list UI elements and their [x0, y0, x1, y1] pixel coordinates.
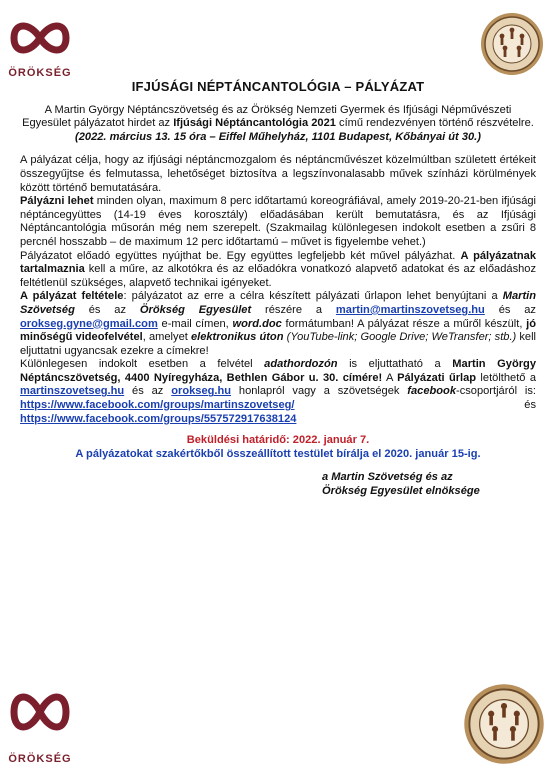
- page-title: IFJÚSÁGI NÉPTÁNCANTOLÓGIA – PÁLYÁZAT: [131, 79, 425, 94]
- conditions-text-6: formátumban! A pályázat része a műről készült,: [281, 317, 527, 330]
- conditions-label: A pályázat feltétele: [20, 290, 124, 303]
- deadline: Beküldési határidő: 2022. január 7.: [186, 434, 370, 447]
- seal-emblem-top: [480, 12, 544, 76]
- eligibility-label: Pályázni lehet: [20, 195, 94, 208]
- submission-text-4: letölthető a: [476, 371, 536, 384]
- storage-media: adathordozón: [264, 358, 338, 371]
- submission-text-3: A: [382, 371, 398, 384]
- submission-text-7: -csoportjáról is:: [456, 385, 536, 398]
- orokseg-logo-top: [8, 14, 72, 78]
- submission-text-1: Különlegesen indokolt esetben a felvétel: [20, 358, 265, 371]
- video-requirement: jó minőségű videofelvétel: [20, 317, 536, 344]
- event-details: (2022. március 13. 15 óra – Eiffel Műhelyház, 1101 Budapest, Kőbányai út 30.): [75, 130, 481, 143]
- facebook-group-link-orokseg[interactable]: https://www.facebook.com/groups/557572917638124: [20, 412, 297, 425]
- orokseg-logo-bottom: [8, 676, 72, 776]
- conditions-paragraph: [20, 290, 536, 358]
- conditions-text-2: és az: [74, 303, 140, 316]
- martin-szovetseg-name: Martin Szövetség: [20, 290, 536, 316]
- intro-event-name: Ifjúsági Néptáncantológia 2021: [173, 117, 336, 130]
- delivery-examples: (YouTube-link; Google Drive; WeTransfer; stb.): [283, 331, 517, 344]
- eligibility-paragraph: [20, 195, 536, 249]
- form-label: Pályázati űrlap: [397, 371, 477, 384]
- email-link-orokseg[interactable]: orokseg.gyne@gmail.com: [20, 317, 158, 330]
- website-link-martin[interactable]: martinszovetseg.hu: [20, 385, 125, 398]
- intro-paragraph: [20, 104, 536, 131]
- dancers-circle-icon: [480, 12, 544, 76]
- content-text-1: Pályázatot előadó együttes nyújthat be. Egy együttes legfeljebb két művel pályázhat.: [20, 249, 461, 262]
- conditions-text-7: , amelyet: [142, 331, 191, 344]
- eligibility-text: minden olyan, maximum 8 perc időtartamú koreográfiával, amely 2019-20-21-ben ifjúsági néptáncegyüttes (14-19 éves korosztály) előadásában került bemutatásra, és az Ifjúsági Néptáncantológia műsorán még nem szerepelt. (Szakmailag különlegesen indokolt esetben a zsűri 8 percnél hosszabb – de maximum 12 perc időtartamú – művet is figyelembe vehet.): [20, 195, 536, 248]
- conditions-text-4: és az: [484, 303, 536, 316]
- seal-emblem-bottom: [463, 683, 545, 765]
- orokseg-egyesulet-name: Örökség Egyesület: [139, 303, 252, 316]
- submission-text-5: és az: [124, 385, 172, 398]
- submission-text-6: honlapról vagy a szövetségek: [231, 385, 408, 398]
- content-label: A pályázatnak tartalmaznia: [20, 249, 537, 276]
- dancers-circle-icon: [463, 683, 545, 765]
- facebook-word: facebook: [407, 385, 456, 398]
- logo-text: ÖRÖKSÉG: [8, 753, 72, 765]
- file-format: word.doc: [232, 317, 282, 330]
- conditions-text-1: : pályázatot az erre a célra készített pályázati űrlapon lehet benyújtani a: [123, 290, 503, 303]
- infinity-ribbon-icon: [8, 14, 72, 62]
- submission-text-8: és: [294, 399, 536, 412]
- infinity-ribbon-icon: [8, 676, 72, 748]
- signature-line-1: a Martin Szövetség és az: [322, 471, 453, 484]
- logo-text: ÖRÖKSÉG: [8, 67, 72, 79]
- website-link-orokseg[interactable]: orokseg.hu: [171, 385, 232, 398]
- conditions-text-5: e-mail címen,: [157, 317, 233, 330]
- signature: [322, 471, 536, 498]
- purpose-paragraph: A pályázat célja, hogy az ifjúsági néptáncmozgalom és néptáncművészet közelmúltban született értékeit összegyűjtse és felmutassa, lehetőséget biztosítva a legszínvonalasabb művek színházi körülmények között történő bemutatására.: [20, 154, 536, 194]
- postal-address: Martin György Néptáncszövetség, 4400 Nyíregyháza, Bethlen Gábor u. 30. címére!: [20, 358, 536, 384]
- electronic-delivery: elektronikus úton: [190, 331, 284, 344]
- intro-text-2: című rendezvényen történő részvételre.: [335, 117, 534, 130]
- announcement-body: [20, 80, 536, 499]
- conditions-text-8: kell eljuttatni ugyancsak ezekre a címekre!: [20, 331, 537, 357]
- content-paragraph: [20, 250, 536, 291]
- content-text-2: kell a műre, az alkotókra és az előadókra vonatkozó alapvető adatokat és az előadáshoz feltétlenül szükséges, alapvető technikai igényeket.: [20, 263, 536, 289]
- submission-text-2: is eljuttatható a: [337, 358, 453, 371]
- email-link-martin[interactable]: martin@martinszovetseg.hu: [335, 303, 485, 316]
- conditions-text-3: részére a: [251, 303, 336, 316]
- submission-paragraph: [20, 358, 536, 426]
- facebook-group-link-martin[interactable]: https://www.facebook.com/groups/martinszovetseg/: [20, 399, 295, 412]
- judging-notice: A pályázatokat szakértőkből összeállított testület bírálja el 2020. január 15-ig.: [75, 447, 481, 460]
- signature-line-2: Örökség Egyesület elnöksége: [322, 485, 480, 498]
- intro-text-1: A Martin György Néptáncszövetség és az Örökség Nemzeti Gyermek és Ifjúsági Népművészeti Egyesület pályázatot hirdet az: [22, 103, 512, 130]
